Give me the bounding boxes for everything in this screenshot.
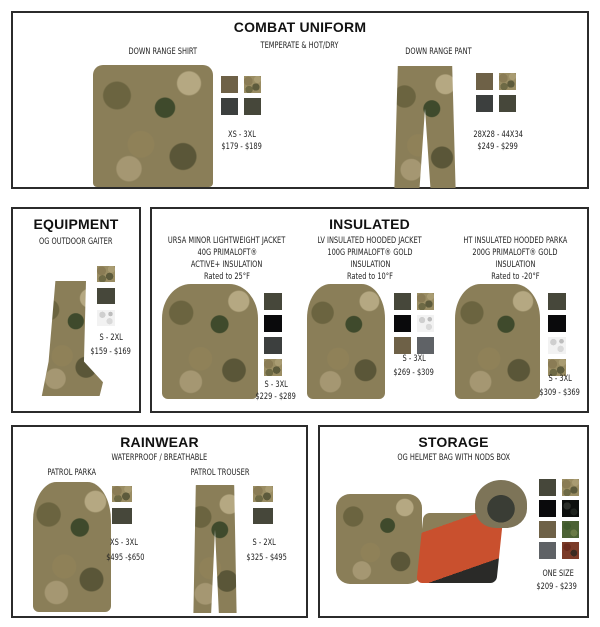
swatch-coyote[interactable] [539, 521, 556, 538]
swatch-black[interactable] [548, 315, 566, 332]
swatch-multicam[interactable] [417, 293, 434, 310]
section-title: RAINWEAR [120, 434, 199, 450]
swatch-ranger-green[interactable] [264, 293, 282, 310]
storage-section [318, 425, 589, 618]
section-subtitle: WATERPROOF / BREATHABLE [111, 453, 208, 463]
swatch-ranger-green[interactable] [112, 508, 132, 524]
swatch-ranger-gray[interactable] [264, 337, 282, 354]
size-range: S - 3XL [402, 354, 426, 364]
product-name: OG OUTDOOR GAITER [39, 237, 113, 247]
size-range: XS - 3XL [110, 538, 138, 548]
combat-uniform-section [11, 11, 589, 189]
swatch-multicam[interactable] [499, 73, 516, 90]
swatch-black[interactable] [539, 500, 556, 517]
swatch-black[interactable] [264, 315, 282, 332]
price-range: $325 - $495 [246, 553, 288, 563]
size-range: S - 3XL [264, 380, 288, 390]
price-range: $229 - $289 [255, 392, 297, 402]
swatch-ranger-green[interactable] [548, 293, 566, 310]
swatch-ranger-gray[interactable] [221, 98, 238, 115]
product-block: LV INSULATED HOODED JACKET 100G PRIMALOFT® GOLD INSULATION Rated to 10°F [317, 236, 423, 282]
swatch-wolf-gray[interactable] [539, 542, 556, 559]
swatch-ranger-green[interactable] [97, 288, 115, 304]
patrol-trouser-image[interactable] [191, 485, 239, 613]
product-name: OG HELMET BAG WITH NODS BOX [397, 453, 510, 463]
size-range: S - 2XL [252, 538, 276, 548]
size-range: 28X28 - 44X34 [473, 130, 523, 140]
swatch-ranger-gray[interactable] [476, 95, 493, 112]
color-swatches [221, 76, 261, 115]
swatch-multicam[interactable] [112, 486, 132, 502]
color-swatches [476, 73, 516, 112]
size-range: ONE SIZE [542, 569, 574, 579]
color-swatches [394, 293, 434, 354]
ursa-minor-jacket-image[interactable] [162, 284, 258, 399]
swatch-multicam-black[interactable] [562, 500, 579, 517]
swatch-coyote[interactable] [476, 73, 493, 90]
product-name: DOWN RANGE PANT [404, 47, 472, 57]
swatch-multicam-arid[interactable] [562, 542, 579, 559]
swatch-multicam-alpine[interactable] [548, 337, 566, 354]
swatch-multicam-alpine[interactable] [417, 315, 434, 332]
down-range-shirt-image[interactable] [93, 65, 213, 187]
price-range: $269 - $309 [393, 368, 435, 378]
product-block: HT INSULATED HOODED PARKA 200G PRIMALOFT® GOLD INSULATION Rated to -20°F [463, 236, 567, 282]
section-title: COMBAT UNIFORM [233, 19, 367, 35]
helmet-image[interactable] [475, 480, 527, 528]
helmet-bag-image[interactable] [336, 494, 422, 584]
swatch-ranger-green[interactable] [244, 98, 261, 115]
product-name: PATROL PARKA [47, 468, 97, 478]
rainwear-section [11, 425, 308, 618]
swatch-multicam[interactable] [253, 486, 273, 502]
swatch-ranger-green[interactable] [394, 293, 411, 310]
swatch-coyote[interactable] [221, 76, 238, 93]
color-swatches [112, 486, 132, 524]
section-subtitle: TEMPERATE & HOT/DRY [261, 41, 339, 51]
size-range: S - 2XL [99, 333, 123, 343]
section-title: STORAGE [418, 434, 489, 450]
ht-hooded-parka-image[interactable] [455, 284, 540, 399]
color-swatches [539, 479, 579, 559]
swatch-multicam-tropic[interactable] [562, 521, 579, 538]
product-name: PATROL TROUSER [190, 468, 250, 478]
price-range: $159 - $169 [90, 347, 132, 357]
swatch-ranger-green[interactable] [499, 95, 516, 112]
swatch-multicam[interactable] [264, 359, 282, 376]
swatch-multicam[interactable] [244, 76, 261, 93]
equipment-section [11, 207, 141, 413]
patrol-parka-image[interactable] [33, 482, 111, 612]
insulated-section [150, 207, 589, 413]
color-swatches [97, 266, 115, 326]
price-range: $209 - $239 [536, 582, 578, 592]
size-range: S - 3XL [548, 374, 572, 384]
swatch-ranger-green[interactable] [253, 508, 273, 524]
price-range: $495 -$650 [105, 553, 145, 563]
lv-hooded-jacket-image[interactable] [307, 284, 385, 399]
swatch-multicam[interactable] [97, 266, 115, 282]
swatch-black[interactable] [394, 315, 411, 332]
color-swatches [253, 486, 273, 524]
swatch-multicam[interactable] [562, 479, 579, 496]
price-range: $309 - $369 [539, 388, 581, 398]
color-swatches [548, 293, 566, 376]
section-title: INSULATED [329, 216, 410, 232]
color-swatches [264, 293, 282, 376]
swatch-multicam-alpine[interactable] [97, 310, 115, 326]
down-range-pant-image[interactable] [391, 66, 459, 188]
product-name: DOWN RANGE SHIRT [128, 47, 198, 57]
price-range: $179 - $189 [221, 142, 263, 152]
price-range: $249 - $299 [477, 142, 519, 152]
product-block: URSA MINOR LIGHTWEIGHT JACKET 40G PRIMALOFT® ACTIVE+ INSULATION Rated to 25°F [168, 236, 286, 282]
section-title: EQUIPMENT [33, 216, 119, 232]
size-range: XS - 3XL [228, 130, 256, 140]
swatch-ranger-green[interactable] [539, 479, 556, 496]
